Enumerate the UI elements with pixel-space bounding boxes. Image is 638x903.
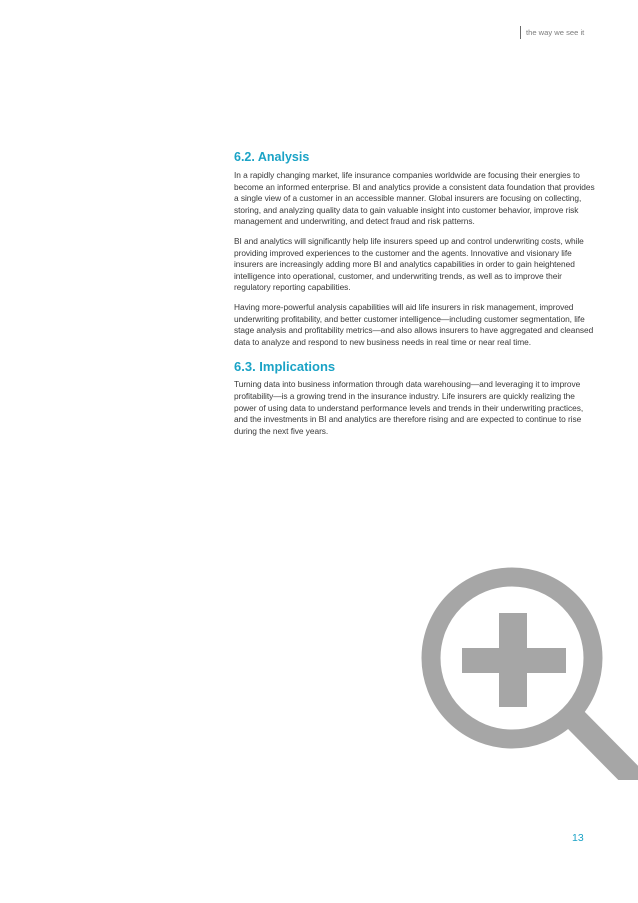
plus-horizontal-bar <box>462 648 566 673</box>
analysis-paragraph-3: Having more-powerful analysis capabilities will aid life insurers in risk management, improved underwriting profitability, and better customer intelligence—including customer segmentation, life stage analysis and profitability metrics—and also allows insurers to have aggregated and cleansed data to analyze and respond to new business needs in real time or near real time. <box>234 301 594 347</box>
implications-paragraph-1: Turning data into business information through data warehousing—and leveraging it to improve profitability—is a growing trend in the insurance industry. Life insurers are quickly realizing the power of using data to understand performance levels and trends in their underwriting practices, and the investments in BI and analytics are therefore rising and are expected to continue to rise during the next five years. <box>234 379 584 436</box>
magnifier-plus-icon <box>410 555 638 780</box>
page-number: 13 <box>572 832 584 844</box>
analysis-paragraph-1: In a rapidly changing market, life insurance companies worldwide are focusing their energies to become an informed enterprise. BI and analytics provide a consistent data foundation that provides a single view of a customer in an accessible manner. Global insurers are focusing on collecting, storing, and analyzing quality data to gain valuable insight into customer behavior, improve risk management and underwriting, and detect fraud and risk patterns. <box>234 170 595 227</box>
section-heading-implications: 6.3. Implications <box>234 359 336 375</box>
magnifier-handle <box>575 719 638 780</box>
main-content <box>234 150 596 445</box>
section-heading-analysis: 6.2. Analysis <box>234 150 310 164</box>
header-tagline: the way we see it <box>520 26 584 39</box>
analysis-paragraph-2: BI and analytics will significantly help life insurers speed up and control underwriting costs, while providing improved experiences to the customer and the agents. Innovative and visionary life insurers are increasingly adding more BI and analytics capabilities in order to gain heightened intelligence into operational, customer, and underwriting trends, as well as to improve their regulatory reporting capabilities. <box>234 235 584 293</box>
